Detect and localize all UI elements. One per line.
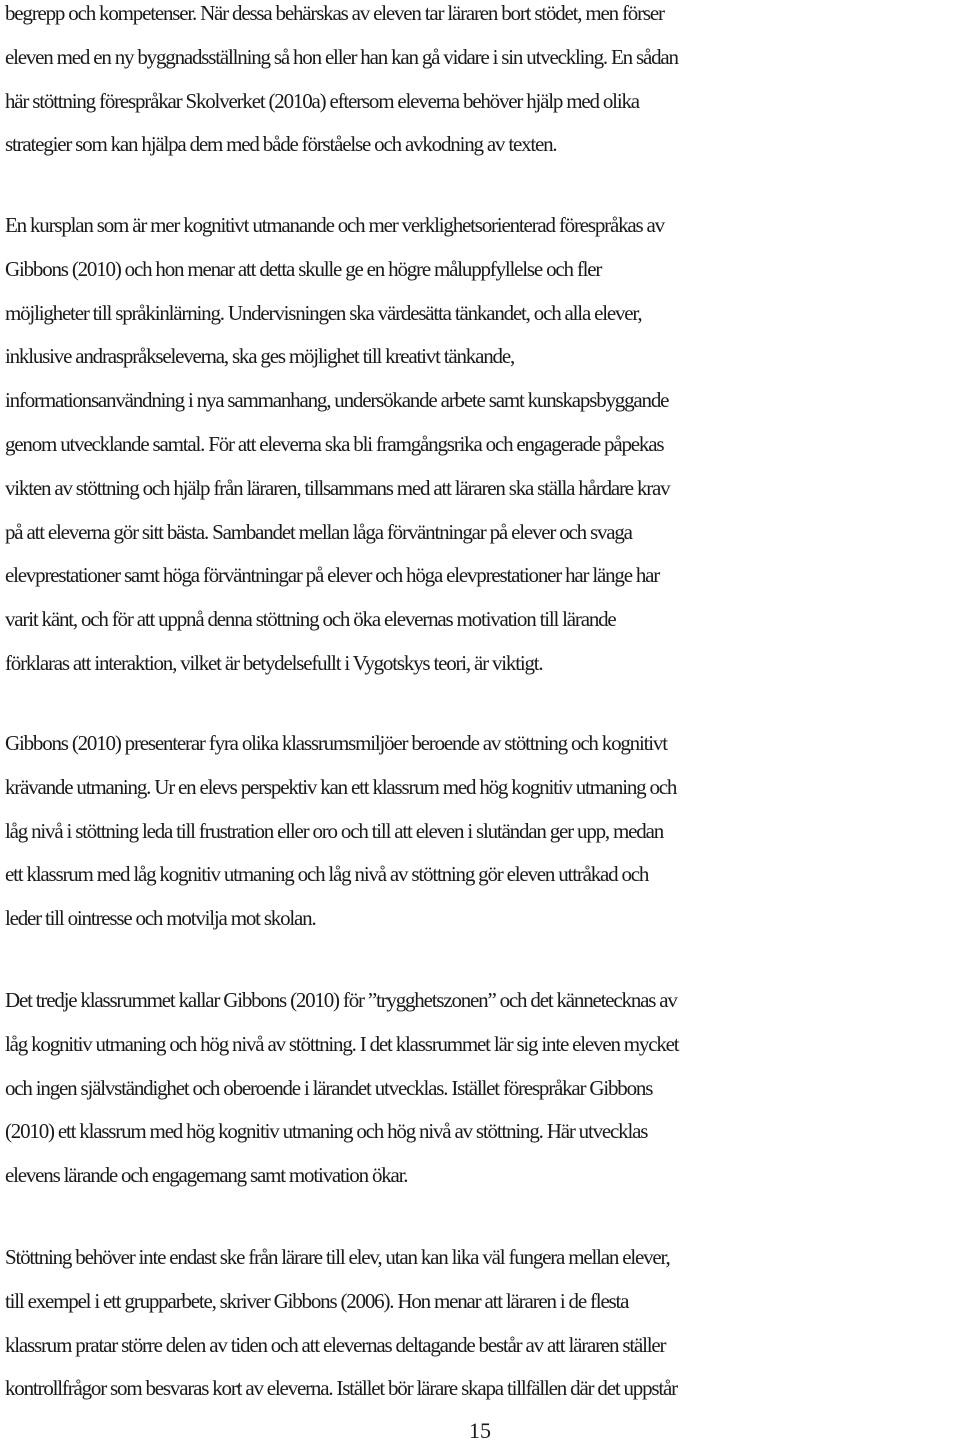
text-line: här stöttning förespråkar Skolverket (2010a) eftersom eleverna behöver hjälp med olika	[5, 88, 639, 113]
text-line: Gibbons (2010) presenterar fyra olika klassrumsmiljöer beroende av stöttning och kognitivt	[5, 731, 667, 755]
page-number: 15	[469, 1418, 491, 1443]
text-line: och ingen självständighet och oberoende i lärandet utvecklas. Istället förespråkar Gibbons	[5, 1075, 653, 1100]
text-line: informationsanvändning i nya sammanhang, undersökande arbete samt kunskapsbyggande	[5, 388, 669, 413]
paragraph-scaffolding	[5, 0, 960, 167]
text-line: eleven med en ny byggnadsställning så hon eller han kan gå vidare i sin utveckling. En sådan	[5, 44, 678, 69]
text-line: inklusive andraspråkseleverna, ska ges möjlighet till kreativt tänkande,	[5, 344, 515, 369]
text-line: möjligheter till språkinlärning. Undervisningen ska värdesätta tänkandet, och alla elever,	[5, 300, 642, 325]
text-line: kontrollfrågor som besvaras kort av eleverna. Istället bör lärare skapa tillfällen där det uppstår	[5, 1376, 677, 1401]
text-line: (2010) ett klassrum med hög kognitiv utmaning och hög nivå av stöttning. Här utvecklas	[5, 1119, 648, 1144]
text-line: varit känt, och för att uppnå denna stöttning och öka elevernas motivation till lärande	[5, 607, 616, 632]
text-line: krävande utmaning. Ur en elevs perspektiv kan ett klassrum med hög kognitiv utmaning och	[5, 774, 677, 799]
text-line: ett klassrum med låg kognitiv utmaning och låg nivå av stöttning gör eleven uttråkad och	[5, 862, 649, 887]
text-line: elevprestationer samt höga förväntningar på elever och höga elevprestationer har länge har	[5, 563, 660, 588]
text-line: förklaras att interaktion, vilket är betydelsefullt i Vygotskys teori, är viktigt.	[5, 650, 543, 675]
text-line: vikten av stöttning och hjälp från läraren, tillsammans med att läraren ska ställa hårdare krav	[5, 475, 670, 500]
text-line: strategier som kan hjälpa dem med både förståelse och avkodning av texten.	[5, 132, 557, 157]
paragraph-comfort-zone	[5, 979, 960, 1198]
text-line: En kursplan som är mer kognitivt utmanande och mer verklighetsorienterad förespråkas av	[5, 213, 664, 237]
text-line: klassrum pratar större delen av tiden och att elevernas deltagande består av att läraren ställer	[5, 1332, 666, 1357]
text-line: på att eleverna gör sitt bästa. Sambandet mellan låga förväntningar på elever och svaga	[5, 519, 632, 544]
text-line: till exempel i ett grupparbete, skriver Gibbons (2006). Hon menar att läraren i de flesta	[5, 1288, 629, 1313]
text-line: genom utvecklande samtal. För att eleverna ska bli framgångsrika och engagerade påpekas	[5, 431, 664, 456]
text-line: begrepp och kompetenser. När dessa behärskas av eleven tar läraren bort stödet, men förser	[5, 1, 664, 25]
paragraph-classroom-environments	[5, 722, 960, 941]
text-line: elevens lärande och engagemang samt motivation ökar.	[5, 1163, 408, 1188]
text-line: låg nivå i stöttning leda till frustration eller oro och till att eleven i slutändan ger upp, medan	[5, 818, 663, 843]
text-line: Det tredje klassrummet kallar Gibbons (2010) för ”trygghetszonen” och det kännetecknas av	[5, 988, 677, 1012]
paragraph-curriculum	[5, 204, 960, 686]
text-line: Stöttning behöver inte endast ske från lärare till elev, utan kan lika väl fungera mellan elever,	[5, 1245, 670, 1269]
paragraph-peer-scaffolding	[5, 1236, 960, 1411]
text-line: Gibbons (2010) och hon menar att detta skulle ge en högre måluppfyllelse och fler	[5, 256, 602, 281]
text-line: leder till ointresse och motvilja mot skolan.	[5, 906, 316, 931]
text-line: låg kognitiv utmaning och hög nivå av stöttning. I det klassrummet lär sig inte eleven mycket	[5, 1031, 679, 1056]
